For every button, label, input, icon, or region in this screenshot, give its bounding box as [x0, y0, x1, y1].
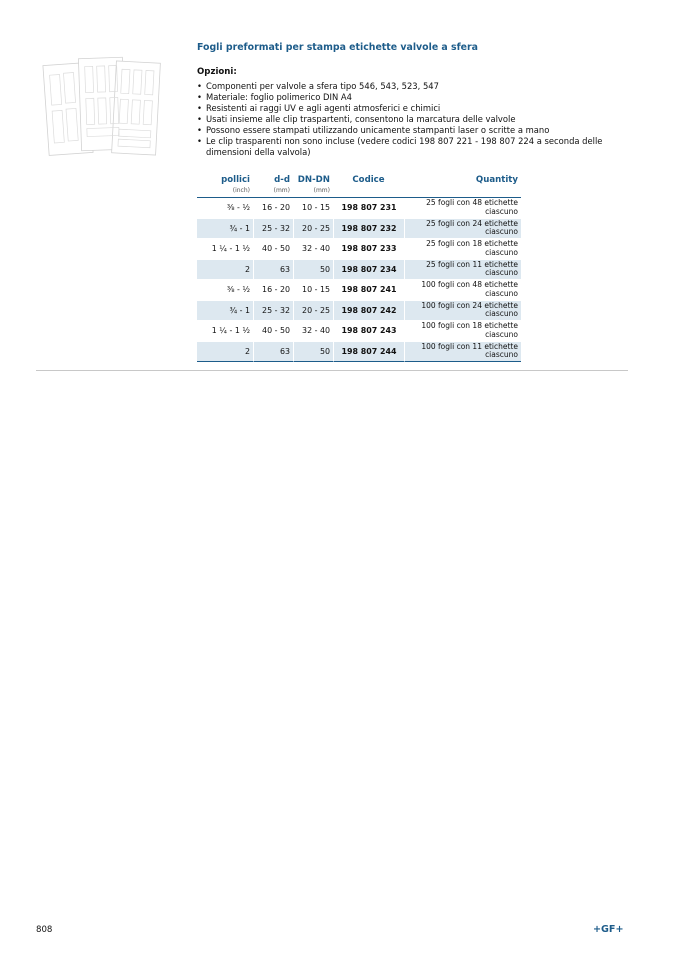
cell-dd: 63	[253, 342, 293, 363]
cell-pollici: 2	[197, 342, 253, 363]
cell-dd: 40 - 50	[253, 239, 293, 260]
cell-dd: 16 - 20	[253, 198, 293, 219]
unit-codice	[333, 185, 404, 198]
cell-pollici: 1 ¼ - 1 ½	[197, 321, 253, 342]
cell-quantity: 100 fogli con 48 etichette ciascuno	[404, 280, 521, 301]
cell-pollici: ¾ - 1	[197, 301, 253, 322]
table-header-row	[197, 172, 521, 185]
header-dd: d-d	[274, 175, 290, 185]
options-heading: Opzioni:	[197, 67, 237, 77]
cell-dn: 10 - 15	[293, 280, 333, 301]
cell-dn: 50	[293, 260, 333, 281]
options-item: • Resistenti ai raggi UV e agli agenti atmosferici e chimici	[197, 103, 637, 114]
cell-codice: 198 807 242	[333, 301, 404, 322]
cell-quantity: 100 fogli con 24 etichette ciascuno	[404, 301, 521, 322]
gf-logo: +GF+	[593, 924, 624, 935]
section-title: Fogli preformati per stampa etichette valvole a sfera	[197, 42, 478, 53]
options-item: • Possono essere stampati utilizzando unicamente stampanti laser o scritte a mano	[197, 125, 637, 136]
table-row	[197, 219, 521, 240]
cell-codice: 198 807 234	[333, 260, 404, 281]
cell-pollici: 1 ¼ - 1 ½	[197, 239, 253, 260]
cell-quantity: 25 fogli con 11 etichette ciascuno	[404, 260, 521, 281]
cell-dn: 10 - 15	[293, 198, 333, 219]
table-row	[197, 342, 521, 363]
cell-dn: 32 - 40	[293, 239, 333, 260]
unit-pollici: (inch)	[197, 185, 253, 198]
cell-quantity: 100 fogli con 11 etichette ciascuno	[404, 342, 521, 363]
header-pollici: pollici	[221, 175, 250, 185]
table-row	[197, 301, 521, 322]
options-item: • Materiale: foglio polimerico DIN A4	[197, 92, 637, 103]
cell-codice: 198 807 244	[333, 342, 404, 363]
cell-codice: 198 807 231	[333, 198, 404, 219]
header-quantity: Quantity	[475, 175, 518, 185]
cell-dd: 63	[253, 260, 293, 281]
cell-dd: 16 - 20	[253, 280, 293, 301]
options-item: • Usati insieme alle clip traspartenti, consentono la marcatura delle valvole	[197, 114, 637, 125]
table-row	[197, 198, 521, 219]
table-row	[197, 321, 521, 342]
options-list	[197, 81, 637, 158]
cell-dd: 25 - 32	[253, 301, 293, 322]
cell-quantity: 25 fogli con 18 etichette ciascuno	[404, 239, 521, 260]
cell-codice: 198 807 232	[333, 219, 404, 240]
cell-quantity: 100 fogli con 18 etichette ciascuno	[404, 321, 521, 342]
unit-dn: (mm)	[293, 185, 333, 198]
table-row	[197, 280, 521, 301]
cell-pollici: ¾ - 1	[197, 219, 253, 240]
header-codice: Codice	[352, 175, 385, 185]
cell-codice: 198 807 241	[333, 280, 404, 301]
product-table	[197, 172, 521, 362]
unit-dd: (mm)	[253, 185, 293, 198]
table-units-row	[197, 185, 521, 198]
header-dn: DN-DN	[297, 175, 330, 185]
cell-pollici: ⅜ - ½	[197, 198, 253, 219]
options-item: • Componenti per valvole a sfera tipo 546, 543, 523, 547	[197, 81, 637, 92]
cell-pollici: 2	[197, 260, 253, 281]
cell-pollici: ⅜ - ½	[197, 280, 253, 301]
cell-dn: 50	[293, 342, 333, 363]
page-number: 808	[36, 925, 53, 935]
cell-dd: 25 - 32	[253, 219, 293, 240]
section-divider	[36, 370, 628, 371]
options-item: • Le clip trasparenti non sono incluse (vedere codici 198 807 221 - 198 807 224 a seconda delle dimensioni della valvola)	[197, 136, 637, 158]
label-sheets-image	[42, 52, 168, 160]
table-row	[197, 260, 521, 281]
cell-codice: 198 807 233	[333, 239, 404, 260]
cell-dn: 20 - 25	[293, 219, 333, 240]
cell-quantity: 25 fogli con 24 etichette ciascuno	[404, 219, 521, 240]
cell-dn: 32 - 40	[293, 321, 333, 342]
cell-dn: 20 - 25	[293, 301, 333, 322]
cell-dd: 40 - 50	[253, 321, 293, 342]
unit-quantity	[404, 185, 521, 198]
cell-codice: 198 807 243	[333, 321, 404, 342]
cell-quantity: 25 fogli con 48 etichette ciascuno	[404, 198, 521, 219]
table-row	[197, 239, 521, 260]
